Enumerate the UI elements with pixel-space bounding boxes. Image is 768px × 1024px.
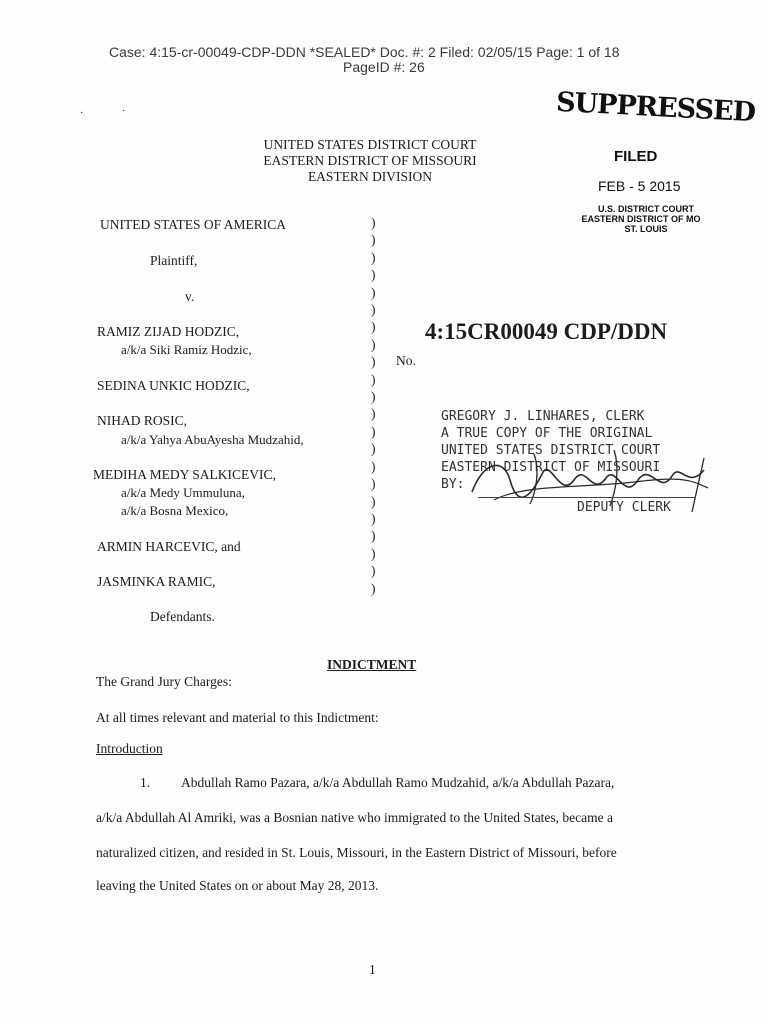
paren: ): [371, 441, 376, 457]
case-header-line: Case: 4:15-cr-00049-CDP-DDN *SEALED* Doc. #: 2 Filed: 02/05/15 Page: 1 of 18: [109, 44, 620, 60]
court-name: [220, 137, 520, 185]
paren: ): [371, 354, 376, 370]
filed-date: FEB - 5 2015: [598, 178, 681, 194]
plaintiff-name: UNITED STATES OF AMERICA: [100, 217, 287, 232]
clerk-line: GREGORY J. LINHARES, CLERK: [441, 409, 645, 424]
paren: ): [371, 528, 376, 544]
court-line: UNITED STATES DISTRICT COURT: [263, 137, 477, 152]
defendant-alias: a/k/a Medy Ummuluna,: [121, 485, 245, 500]
defendant-alias: a/k/a Bosna Mexico,: [121, 503, 229, 518]
paren: ): [371, 406, 376, 422]
paren: ): [371, 458, 376, 474]
paren: ): [371, 232, 376, 248]
defendant-name: SEDINA UNKIC HODZIC,: [97, 378, 250, 393]
versus: v.: [185, 289, 195, 304]
deputy-clerk-label: DEPUTY CLERK: [577, 500, 671, 515]
paragraph-line: leaving the United States on or about May 28, 2013.: [96, 878, 379, 893]
document-title: INDICTMENT: [327, 657, 417, 672]
scan-mark: ·: [122, 106, 126, 117]
paren: ): [371, 493, 376, 509]
section-heading: Introduction: [96, 741, 163, 756]
court-line: EASTERN DIVISION: [307, 169, 433, 184]
defendant-name: MEDIHA MEDY SALKICEVIC,: [93, 467, 276, 482]
paren: ): [371, 510, 376, 526]
case-no-label: No.: [396, 353, 416, 368]
page-id: PageID #: 26: [343, 59, 425, 75]
defendant-name: NIHAD ROSIC,: [97, 413, 188, 428]
page-number: 1: [369, 962, 376, 977]
paren: ): [371, 284, 376, 300]
caption-paren-column: [371, 214, 376, 597]
paren: ): [371, 371, 376, 387]
filed-stamp: FILED: [614, 148, 658, 165]
clerk-by: BY:: [441, 477, 465, 492]
clerk-line: EASTERN DISTRICT OF MISSOURI: [441, 460, 661, 475]
paragraph-line: naturalized citizen, and resided in St. Louis, Missouri, in the Eastern District of Missouri, before: [96, 845, 617, 860]
filed-court-line: ST. LOUIS: [624, 224, 668, 234]
case-number: 4:15CR00049 CDP/DDN: [425, 319, 668, 344]
paren: ): [371, 249, 376, 265]
paren: ): [371, 302, 376, 318]
plaintiff-role: Plaintiff,: [150, 253, 198, 268]
scan-mark: ·: [80, 108, 84, 119]
defendant-name: ARMIN HARCEVIC, and: [97, 539, 241, 554]
paren: ): [371, 563, 376, 579]
filed-court-line: U.S. DISTRICT COURT: [598, 204, 694, 214]
paren: ): [371, 336, 376, 352]
clerk-line: UNITED STATES DISTRICT COURT: [441, 443, 661, 458]
paragraph-number: 1.: [140, 775, 151, 790]
defendant-name: RAMIZ ZIJAD HODZIC,: [97, 324, 240, 339]
signature-line: [478, 497, 696, 498]
paren: ): [371, 319, 376, 335]
defendant-alias: a/k/a Siki Ramiz Hodzic,: [121, 342, 252, 357]
defendant-alias: a/k/a Yahya AbuAyesha Mudzahid,: [121, 432, 304, 447]
defendant-name: JASMINKA RAMIC,: [97, 574, 216, 589]
clerk-line: A TRUE COPY OF THE ORIGINAL: [441, 426, 653, 441]
paren: ): [371, 267, 376, 283]
paragraph-line: Abdullah Ramo Pazara, a/k/a Abdullah Ramo Mudzahid, a/k/a Abdullah Pazara,: [181, 775, 615, 790]
paren: ): [371, 580, 376, 596]
paren: ): [371, 389, 376, 405]
paren: ): [371, 476, 376, 492]
suppressed-stamp: SUPPRESSED: [555, 86, 756, 129]
paren: ): [371, 215, 376, 230]
paragraph-line: a/k/a Abdullah Al Amriki, was a Bosnian native who immigrated to the United States, became a: [96, 810, 614, 825]
paren: ): [371, 545, 376, 561]
relevance-statement: At all times relevant and material to this Indictment:: [96, 710, 379, 725]
paren: ): [371, 423, 376, 439]
filed-court-line: EASTERN DISTRICT OF MO: [581, 214, 701, 224]
grand-jury-charges: The Grand Jury Charges:: [96, 674, 232, 689]
defendants-role: Defendants.: [150, 609, 215, 624]
court-line: EASTERN DISTRICT OF MISSOURI: [263, 153, 477, 168]
